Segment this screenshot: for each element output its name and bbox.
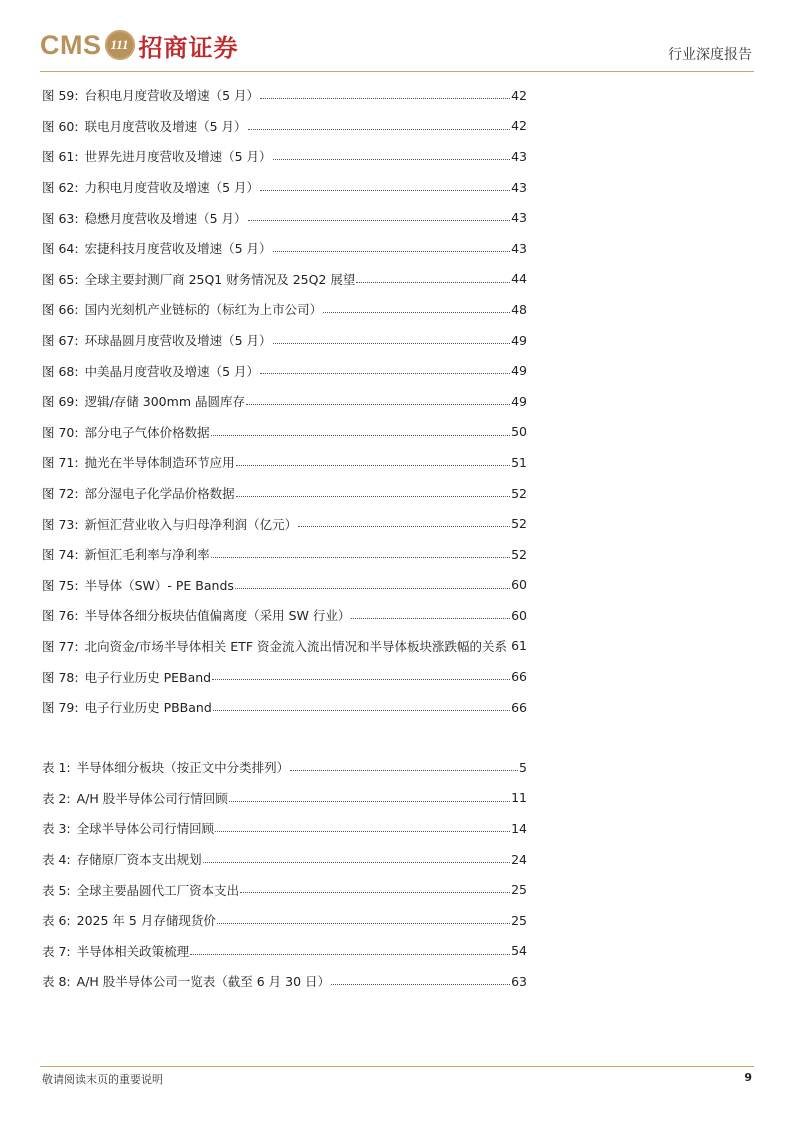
entry-page-number: 49	[511, 332, 527, 348]
logo-emblem-icon: 111	[105, 30, 135, 60]
figure-toc-entry[interactable]	[42, 233, 527, 264]
dot-leader	[290, 758, 518, 772]
entry-page-number: 48	[511, 301, 527, 317]
entry-title: 北向资金/市场半导体相关 ETF 资金流入流出情况和半导体板块涨跌幅的关系	[84, 638, 507, 654]
figure-toc-entry[interactable]	[42, 692, 527, 723]
entry-page-number: 52	[511, 516, 527, 532]
dot-leader	[190, 941, 510, 955]
entry-label: 表 5:	[42, 882, 71, 898]
entry-page-number: 49	[511, 363, 527, 379]
entry-title: 电子行业历史 PBBand	[84, 700, 212, 716]
entry-label: 表 4:	[42, 852, 71, 868]
entry-title: 新恒汇营业收入与归母净利润（亿元）	[84, 516, 298, 532]
entry-title: 电子行业历史 PEBand	[84, 669, 212, 685]
entry-label: 图 60:	[42, 118, 79, 134]
entry-title: 全球主要封测厂商 25Q1 财务情况及 25Q2 展望	[84, 271, 356, 287]
header-divider	[40, 71, 754, 72]
entry-label: 图 66:	[42, 302, 79, 318]
entry-title: A/H 股半导体公司行情回顾	[76, 790, 228, 806]
dot-leader	[273, 147, 511, 161]
entry-title: 稳懋月度营收及增速（5 月）	[84, 210, 247, 226]
entry-page-number: 43	[511, 148, 527, 164]
entry-page-number: 43	[511, 210, 527, 226]
entry-page-number: 42	[511, 87, 527, 103]
dot-leader	[235, 575, 510, 589]
entry-title: 环球晶圆月度营收及增速（5 月）	[84, 333, 272, 349]
table-toc-entry[interactable]	[42, 905, 527, 936]
entry-label: 图 78:	[42, 669, 79, 685]
entry-page-number: 52	[511, 546, 527, 562]
figure-toc-entry[interactable]	[42, 508, 527, 539]
entry-page-number: 61	[511, 638, 527, 654]
entry-page-number: 50	[511, 424, 527, 440]
entry-title: 新恒汇毛利率与净利率	[84, 547, 210, 563]
entry-title: 2025 年 5 月存储现货价	[76, 913, 216, 929]
figure-toc-entry[interactable]	[42, 325, 527, 356]
dot-leader	[260, 86, 510, 100]
entry-page-number: 49	[511, 393, 527, 409]
dot-leader	[260, 361, 510, 375]
entry-page-number: 52	[511, 485, 527, 501]
figure-toc-entry[interactable]	[42, 355, 527, 386]
dot-leader	[351, 606, 510, 620]
entry-title: 抛光在半导体制造环节应用	[84, 455, 235, 471]
entry-label: 表 7:	[42, 943, 71, 959]
entry-title: 部分湿电子化学品价格数据	[84, 486, 235, 502]
dot-leader	[331, 972, 510, 986]
page-header	[0, 0, 794, 72]
logo-chinese-name: 招商证券	[138, 33, 239, 62]
entry-label: 图 62:	[42, 180, 79, 196]
entry-title: 中美晶月度营收及增速（5 月）	[84, 363, 260, 379]
entry-title: 宏捷科技月度营收及增速（5 月）	[84, 241, 272, 257]
figure-toc-entry[interactable]	[42, 141, 527, 172]
company-logo	[40, 28, 239, 62]
tables-list	[42, 752, 527, 997]
page-number: 9	[744, 1071, 752, 1084]
entry-title: 半导体细分板块（按正文中分类排列）	[76, 760, 290, 776]
table-toc-entry[interactable]	[42, 752, 527, 783]
entry-page-number: 44	[511, 271, 527, 287]
entry-label: 图 72:	[42, 486, 79, 502]
dot-leader	[236, 453, 510, 467]
table-toc-entry[interactable]	[42, 936, 527, 967]
figure-toc-entry[interactable]	[42, 417, 527, 448]
entry-title: 国内光刻机产业链标的（标红为上市公司）	[84, 302, 323, 318]
entry-page-number: 14	[511, 820, 527, 836]
table-toc-entry[interactable]	[42, 874, 527, 905]
table-toc-entry[interactable]	[42, 966, 527, 997]
entry-page-number: 60	[511, 577, 527, 593]
table-toc-entry[interactable]	[42, 783, 527, 814]
entry-page-number: 66	[511, 699, 527, 715]
entry-label: 图 75:	[42, 577, 79, 593]
footer-divider	[40, 1066, 754, 1067]
dot-leader	[229, 788, 510, 802]
entry-page-number: 5	[519, 759, 527, 775]
entry-page-number: 24	[511, 851, 527, 867]
dot-leader	[203, 849, 510, 863]
entry-title: 部分电子气体价格数据	[84, 424, 210, 440]
figure-toc-entry[interactable]	[42, 539, 527, 570]
dot-leader	[260, 177, 510, 191]
entry-label: 图 68:	[42, 363, 79, 379]
entry-page-number: 60	[511, 607, 527, 623]
entry-title: 半导体各细分板块估值偏离度（采用 SW 行业）	[84, 608, 351, 624]
entry-label: 表 3:	[42, 821, 71, 837]
entry-label: 图 63:	[42, 210, 79, 226]
entry-title: 全球半导体公司行情回顾	[76, 821, 215, 837]
dot-leader	[215, 819, 510, 833]
entry-page-number: 43	[511, 240, 527, 256]
table-toc-entry[interactable]	[42, 813, 527, 844]
entry-label: 图 59:	[42, 88, 79, 104]
entry-label: 图 77:	[42, 638, 79, 654]
entry-page-number: 54	[511, 943, 527, 959]
entry-label: 表 8:	[42, 974, 71, 990]
dot-leader	[323, 300, 510, 314]
figure-toc-entry[interactable]	[42, 294, 527, 325]
figure-toc-entry[interactable]	[42, 264, 527, 295]
entry-page-number: 66	[511, 669, 527, 685]
entry-page-number: 25	[511, 912, 527, 928]
figure-toc-entry[interactable]	[42, 111, 527, 142]
figure-toc-entry[interactable]	[42, 447, 527, 478]
dot-leader	[273, 239, 511, 253]
figure-toc-entry[interactable]	[42, 478, 527, 509]
entry-title: 联电月度营收及增速（5 月）	[84, 118, 247, 134]
entry-label: 图 64:	[42, 241, 79, 257]
figure-toc-entry[interactable]	[42, 80, 527, 111]
entry-label: 图 69:	[42, 394, 79, 410]
entry-label: 表 6:	[42, 913, 71, 929]
entry-title: 台积电月度营收及增速（5 月）	[84, 88, 260, 104]
entry-label: 表 1:	[42, 760, 71, 776]
dot-leader	[246, 391, 510, 405]
figure-toc-entry[interactable]	[42, 570, 527, 601]
entry-label: 表 2:	[42, 790, 71, 806]
entry-title: A/H 股半导体公司一览表（截至 6 月 30 日）	[76, 974, 331, 990]
entry-label: 图 73:	[42, 516, 79, 532]
entry-title: 半导体相关政策梳理	[76, 943, 190, 959]
figures-list	[42, 80, 527, 722]
entry-title: 半导体（SW）- PE Bands	[84, 577, 234, 593]
figure-toc-entry[interactable]	[42, 631, 527, 662]
logo-cms-text: CMS	[40, 29, 102, 60]
entry-title: 逻辑/存储 300mm 晶圆库存	[84, 394, 245, 410]
entry-label: 图 67:	[42, 333, 79, 349]
entry-label: 图 65:	[42, 271, 79, 287]
entry-page-number: 63	[511, 973, 527, 989]
entry-page-number: 42	[511, 118, 527, 134]
dot-leader	[356, 269, 510, 283]
figure-toc-entry[interactable]	[42, 386, 527, 417]
entry-title: 存储原厂资本支出规划	[76, 852, 202, 868]
dot-leader	[273, 330, 511, 344]
entry-label: 图 70:	[42, 424, 79, 440]
entry-page-number: 25	[511, 882, 527, 898]
dot-leader	[248, 116, 511, 130]
dot-leader	[298, 514, 510, 528]
dot-leader	[211, 422, 510, 436]
footer-disclaimer: 敬请阅读末页的重要说明	[42, 1073, 163, 1086]
entry-title: 世界先进月度营收及增速（5 月）	[84, 149, 272, 165]
entry-page-number: 11	[511, 790, 527, 806]
entry-label: 图 76:	[42, 608, 79, 624]
dot-leader	[211, 544, 510, 558]
entry-label: 图 61:	[42, 149, 79, 165]
entry-label: 图 71:	[42, 455, 79, 471]
entry-page-number: 51	[511, 454, 527, 470]
entry-page-number: 43	[511, 179, 527, 195]
dot-leader	[248, 208, 511, 222]
dot-leader	[217, 911, 510, 925]
figure-toc-entry[interactable]	[42, 202, 527, 233]
table-toc-entry[interactable]	[42, 844, 527, 875]
entry-title: 全球主要晶圆代工厂资本支出	[76, 882, 240, 898]
figure-toc-entry[interactable]	[42, 661, 527, 692]
dot-leader	[213, 697, 510, 711]
figure-toc-entry[interactable]	[42, 172, 527, 203]
entry-label: 图 74:	[42, 547, 79, 563]
figure-toc-entry[interactable]	[42, 600, 527, 631]
dot-leader	[236, 483, 510, 497]
entry-label: 图 79:	[42, 700, 79, 716]
dot-leader	[212, 667, 510, 681]
entry-title: 力积电月度营收及增速（5 月）	[84, 180, 260, 196]
report-type-label: 行业深度报告	[668, 47, 752, 63]
dot-leader	[240, 880, 510, 894]
